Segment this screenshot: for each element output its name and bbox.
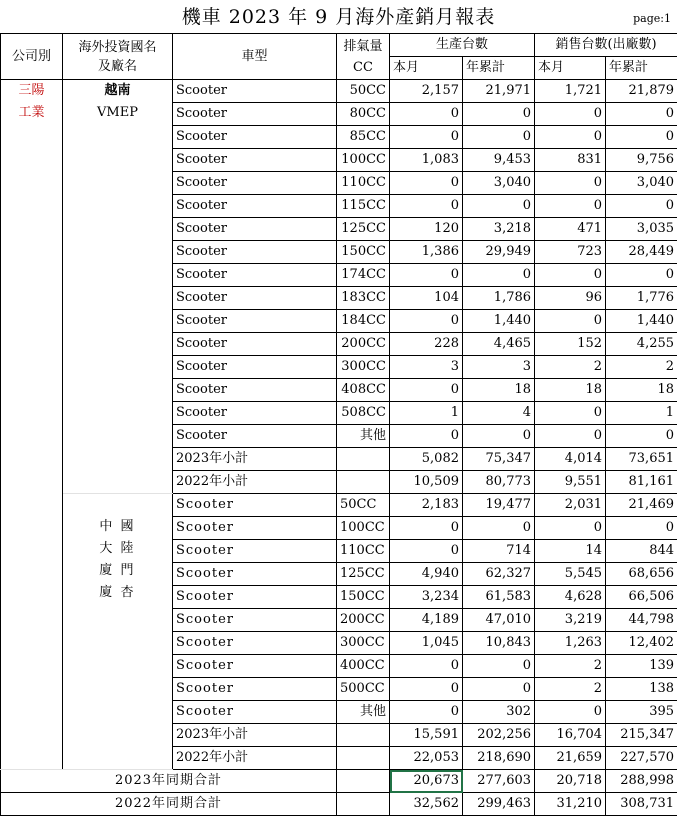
model-cell[interactable]: Scooter [173, 333, 337, 356]
model-cell[interactable]: Scooter [173, 609, 337, 632]
prod-ytd-cell[interactable]: 3,040 [463, 172, 535, 195]
company-name-line1: 三陽 [18, 83, 45, 98]
prod-month-cell[interactable]: 0 [390, 379, 463, 402]
header-displacement[interactable] [337, 34, 390, 80]
prod-month-cell[interactable]: 0 [390, 103, 463, 126]
model-cell[interactable]: Scooter [173, 218, 337, 241]
sale-month-cell[interactable]: 5,545 [535, 563, 606, 586]
subtotal-prod-month[interactable]: 5,082 [390, 448, 463, 471]
sale-month-cell[interactable]: 0 [535, 264, 606, 287]
displacement-cell[interactable]: 115CC [337, 195, 390, 218]
header-sale-month[interactable]: 本月 [535, 57, 606, 80]
subtotal-prod-ytd[interactable]: 80,773 [463, 471, 535, 494]
prod-month-cell[interactable]: 4,189 [390, 609, 463, 632]
displacement-cell[interactable]: 100CC [337, 149, 390, 172]
displacement-cell[interactable]: 150CC [337, 241, 390, 264]
sale-ytd-cell[interactable]: 68,656 [606, 563, 677, 586]
sale-ytd-cell[interactable]: 2 [606, 356, 677, 379]
prod-month-cell[interactable]: 104 [390, 287, 463, 310]
displacement-cell[interactable]: 184CC [337, 310, 390, 333]
subtotal-sale-month[interactable]: 16,704 [535, 724, 606, 747]
header-company[interactable]: 公司別 [1, 34, 63, 80]
prod-ytd-cell[interactable]: 29,949 [463, 241, 535, 264]
report-title: 機車 2023 年 9 月海外產銷月報表 [181, 6, 496, 28]
sale-month-cell[interactable]: 0 [535, 172, 606, 195]
prod-month-cell[interactable]: 1,083 [390, 149, 463, 172]
displacement-cell[interactable]: 110CC [337, 172, 390, 195]
header-prod-ytd[interactable]: 年累計 [463, 57, 535, 80]
grand-total-sale-ytd[interactable]: 308,731 [606, 793, 677, 816]
prod-month-cell[interactable]: 0 [390, 678, 463, 701]
sale-ytd-cell[interactable]: 18 [606, 379, 677, 402]
model-cell[interactable]: Scooter [173, 517, 337, 540]
china-location-l1: 中 國 [99, 519, 136, 534]
prod-ytd-cell[interactable]: 0 [463, 264, 535, 287]
factory-name: VMEP [97, 105, 138, 120]
prod-month-cell[interactable]: 0 [390, 655, 463, 678]
vietnam-location-cell[interactable] [63, 80, 173, 494]
subtotal-blank[interactable] [337, 724, 390, 747]
report-table [0, 33, 677, 816]
prod-ytd-cell[interactable]: 4,465 [463, 333, 535, 356]
model-cell[interactable]: Scooter [173, 103, 337, 126]
displacement-cell[interactable]: 508CC [337, 402, 390, 425]
displacement-cell[interactable]: 其他 [337, 425, 390, 448]
subtotal-prod-month[interactable]: 15,591 [390, 724, 463, 747]
subtotal-prod-ytd[interactable]: 75,347 [463, 448, 535, 471]
sale-month-cell[interactable]: 0 [535, 310, 606, 333]
subtotal-prod-ytd[interactable]: 202,256 [463, 724, 535, 747]
displacement-cell[interactable]: 200CC [337, 609, 390, 632]
sale-ytd-cell[interactable]: 3,035 [606, 218, 677, 241]
header-displacement-line1: 排氣量 [343, 38, 383, 54]
china-location-l2: 大 陸 [99, 541, 136, 556]
displacement-cell[interactable]: 300CC [337, 632, 390, 655]
prod-ytd-cell[interactable]: 302 [463, 701, 535, 724]
displacement-cell[interactable]: 125CC [337, 218, 390, 241]
displacement-cell[interactable]: 200CC [337, 333, 390, 356]
sale-month-cell[interactable]: 2,031 [535, 494, 606, 517]
sale-month-cell[interactable]: 0 [535, 126, 606, 149]
grand-total-prod-month[interactable]: 32,562 [390, 793, 463, 816]
table-row [1, 80, 677, 103]
sale-ytd-cell[interactable]: 0 [606, 103, 677, 126]
sale-ytd-cell[interactable]: 21,469 [606, 494, 677, 517]
china-location-l4: 廈 杏 [99, 585, 136, 600]
prod-month-cell[interactable]: 3 [390, 356, 463, 379]
sale-month-cell[interactable]: 1,721 [535, 80, 606, 103]
prod-month-cell[interactable]: 2,157 [390, 80, 463, 103]
subtotal-sale-month[interactable]: 21,659 [535, 747, 606, 770]
header-prod-month[interactable]: 本月 [390, 57, 463, 80]
model-cell[interactable]: Scooter [173, 632, 337, 655]
model-cell[interactable]: Scooter [173, 678, 337, 701]
sale-ytd-cell[interactable]: 0 [606, 517, 677, 540]
model-cell[interactable]: Scooter [173, 310, 337, 333]
sale-ytd-cell[interactable]: 844 [606, 540, 677, 563]
company-cell[interactable] [1, 80, 63, 770]
prod-month-cell[interactable]: 0 [390, 172, 463, 195]
model-cell[interactable]: Scooter [173, 264, 337, 287]
sale-ytd-cell[interactable]: 66,506 [606, 586, 677, 609]
header-sales[interactable]: 銷售台數(出廠數) [535, 34, 677, 57]
subtotal-sale-month[interactable]: 4,014 [535, 448, 606, 471]
prod-ytd-cell[interactable]: 10,843 [463, 632, 535, 655]
header-country[interactable] [63, 34, 173, 80]
model-cell[interactable]: Scooter [173, 287, 337, 310]
displacement-cell[interactable]: 408CC [337, 379, 390, 402]
header-model[interactable]: 車型 [173, 34, 337, 80]
header-row-1 [1, 34, 677, 57]
sale-ytd-cell[interactable]: 0 [606, 264, 677, 287]
model-cell[interactable]: Scooter [173, 425, 337, 448]
grand-total-row [1, 770, 677, 793]
prod-ytd-cell[interactable]: 61,583 [463, 586, 535, 609]
subtotal-sale-ytd[interactable]: 215,347 [606, 724, 677, 747]
sale-month-cell[interactable]: 723 [535, 241, 606, 264]
grand-total-prod-ytd[interactable]: 277,603 [463, 770, 535, 793]
prod-ytd-cell[interactable]: 47,010 [463, 609, 535, 632]
sale-month-cell[interactable]: 0 [535, 195, 606, 218]
model-cell[interactable]: Scooter [173, 195, 337, 218]
grand-total-sale-month[interactable]: 31,210 [535, 793, 606, 816]
prod-month-cell[interactable]: 228 [390, 333, 463, 356]
header-production[interactable]: 生產台數 [390, 34, 535, 57]
subtotal-blank[interactable] [337, 747, 390, 770]
prod-ytd-cell[interactable]: 0 [463, 678, 535, 701]
prod-ytd-cell[interactable]: 1,786 [463, 287, 535, 310]
model-cell[interactable]: Scooter [173, 494, 337, 517]
model-cell[interactable]: Scooter [173, 172, 337, 195]
prod-ytd-cell[interactable]: 3 [463, 356, 535, 379]
prod-month-cell[interactable]: 0 [390, 517, 463, 540]
model-cell[interactable]: Scooter [173, 701, 337, 724]
sale-ytd-cell[interactable]: 395 [606, 701, 677, 724]
displacement-cell[interactable]: 80CC [337, 103, 390, 126]
sale-ytd-cell[interactable]: 9,756 [606, 149, 677, 172]
sale-ytd-cell[interactable]: 44,798 [606, 609, 677, 632]
header-country-line1: 海外投資國名 [78, 39, 157, 55]
prod-month-cell[interactable]: 0 [390, 310, 463, 333]
prod-ytd-cell[interactable]: 714 [463, 540, 535, 563]
model-cell[interactable]: Scooter [173, 379, 337, 402]
sale-month-cell[interactable]: 2 [535, 655, 606, 678]
grand-total-sale-ytd[interactable]: 288,998 [606, 770, 677, 793]
prod-month-cell[interactable]: 0 [390, 701, 463, 724]
prod-month-cell[interactable]: 0 [390, 126, 463, 149]
sale-month-cell[interactable]: 471 [535, 218, 606, 241]
sale-ytd-cell[interactable]: 3,040 [606, 172, 677, 195]
displacement-cell[interactable]: 183CC [337, 287, 390, 310]
sale-month-cell[interactable]: 4,628 [535, 586, 606, 609]
subtotal-label[interactable]: 2023年小計 [173, 448, 337, 471]
sale-ytd-cell[interactable]: 1,776 [606, 287, 677, 310]
sale-month-cell[interactable]: 2 [535, 678, 606, 701]
header-country-line2: 及廠名 [97, 58, 137, 74]
header-displacement-line2: CC [353, 59, 373, 75]
sale-ytd-cell[interactable]: 0 [606, 195, 677, 218]
table-row [1, 494, 677, 517]
prod-ytd-cell[interactable]: 62,327 [463, 563, 535, 586]
sale-month-cell[interactable]: 2 [535, 356, 606, 379]
grand-total-sale-month[interactable]: 20,718 [535, 770, 606, 793]
grand-total-label[interactable]: 2022年同期合計 [1, 793, 337, 816]
sale-ytd-cell[interactable]: 4,255 [606, 333, 677, 356]
model-cell[interactable]: Scooter [173, 402, 337, 425]
prod-ytd-cell[interactable]: 0 [463, 517, 535, 540]
subtotal-sale-month[interactable]: 9,551 [535, 471, 606, 494]
prod-ytd-cell[interactable]: 18 [463, 379, 535, 402]
prod-month-cell[interactable]: 0 [390, 195, 463, 218]
sale-month-cell[interactable]: 831 [535, 149, 606, 172]
subtotal-label[interactable]: 2022年小計 [173, 747, 337, 770]
sale-month-cell[interactable]: 0 [535, 425, 606, 448]
displacement-cell[interactable]: 110CC [337, 540, 390, 563]
sale-month-cell[interactable]: 1,263 [535, 632, 606, 655]
country-name: 越南 [104, 83, 131, 98]
prod-month-cell[interactable]: 1,045 [390, 632, 463, 655]
grand-total-row [1, 793, 677, 816]
displacement-cell[interactable]: 400CC [337, 655, 390, 678]
model-cell[interactable]: Scooter [173, 655, 337, 678]
sale-month-cell[interactable]: 0 [535, 103, 606, 126]
displacement-cell[interactable]: 500CC [337, 678, 390, 701]
subtotal-prod-month[interactable]: 10,509 [390, 471, 463, 494]
company-name-line2: 工業 [18, 105, 45, 120]
subtotal-blank[interactable] [337, 448, 390, 471]
prod-ytd-cell[interactable]: 0 [463, 103, 535, 126]
sale-month-cell[interactable]: 14 [535, 540, 606, 563]
prod-month-cell[interactable]: 0 [390, 264, 463, 287]
subtotal-label[interactable]: 2022年小計 [173, 471, 337, 494]
subtotal-blank[interactable] [337, 471, 390, 494]
sale-ytd-cell[interactable]: 28,449 [606, 241, 677, 264]
model-cell[interactable]: Scooter [173, 149, 337, 172]
model-cell[interactable]: Scooter [173, 586, 337, 609]
sale-month-cell[interactable]: 0 [535, 402, 606, 425]
grand-total-label[interactable]: 2023年同期合計 [1, 770, 337, 793]
prod-month-cell[interactable]: 2,183 [390, 494, 463, 517]
sale-month-cell[interactable]: 96 [535, 287, 606, 310]
model-cell[interactable]: Scooter [173, 540, 337, 563]
displacement-cell[interactable]: 100CC [337, 517, 390, 540]
prod-ytd-cell[interactable]: 1,440 [463, 310, 535, 333]
model-cell[interactable]: Scooter [173, 80, 337, 103]
model-cell[interactable]: Scooter [173, 241, 337, 264]
displacement-cell[interactable]: 其他 [337, 701, 390, 724]
prod-ytd-cell[interactable]: 21,971 [463, 80, 535, 103]
grand-total-prod-month[interactable]: 20,673 [390, 770, 463, 793]
sale-ytd-cell[interactable]: 0 [606, 126, 677, 149]
displacement-cell[interactable]: 150CC [337, 586, 390, 609]
prod-month-cell[interactable]: 0 [390, 540, 463, 563]
model-cell[interactable]: Scooter [173, 356, 337, 379]
subtotal-label[interactable]: 2023年小計 [173, 724, 337, 747]
sale-ytd-cell[interactable]: 12,402 [606, 632, 677, 655]
prod-ytd-cell[interactable]: 9,453 [463, 149, 535, 172]
prod-month-cell[interactable]: 1 [390, 402, 463, 425]
displacement-cell[interactable]: 50CC [337, 494, 390, 517]
model-cell[interactable]: Scooter [173, 563, 337, 586]
sale-month-cell[interactable]: 0 [535, 701, 606, 724]
sale-month-cell[interactable]: 18 [535, 379, 606, 402]
subtotal-prod-ytd[interactable]: 218,690 [463, 747, 535, 770]
sale-month-cell[interactable]: 3,219 [535, 609, 606, 632]
model-cell[interactable]: Scooter [173, 126, 337, 149]
sale-ytd-cell[interactable]: 1,440 [606, 310, 677, 333]
prod-month-cell[interactable]: 3,234 [390, 586, 463, 609]
sale-month-cell[interactable]: 152 [535, 333, 606, 356]
sale-ytd-cell[interactable]: 1 [606, 402, 677, 425]
subtotal-sale-ytd[interactable]: 73,651 [606, 448, 677, 471]
displacement-cell[interactable]: 85CC [337, 126, 390, 149]
sale-ytd-cell[interactable]: 21,879 [606, 80, 677, 103]
prod-month-cell[interactable]: 1,386 [390, 241, 463, 264]
prod-ytd-cell[interactable]: 0 [463, 195, 535, 218]
sale-ytd-cell[interactable]: 0 [606, 425, 677, 448]
subtotal-sale-ytd[interactable]: 227,570 [606, 747, 677, 770]
prod-ytd-cell[interactable]: 0 [463, 425, 535, 448]
prod-month-cell[interactable]: 4,940 [390, 563, 463, 586]
displacement-cell[interactable]: 174CC [337, 264, 390, 287]
grand-total-blank[interactable] [337, 793, 390, 816]
prod-ytd-cell[interactable]: 3,218 [463, 218, 535, 241]
subtotal-sale-ytd[interactable]: 81,161 [606, 471, 677, 494]
prod-ytd-cell[interactable]: 0 [463, 655, 535, 678]
sale-ytd-cell[interactable]: 139 [606, 655, 677, 678]
prod-ytd-cell[interactable]: 4 [463, 402, 535, 425]
page-number: page:1 [633, 12, 671, 25]
prod-month-cell[interactable]: 0 [390, 425, 463, 448]
prod-ytd-cell[interactable]: 0 [463, 126, 535, 149]
sale-month-cell[interactable]: 0 [535, 517, 606, 540]
grand-total-blank[interactable] [337, 770, 390, 793]
displacement-cell[interactable]: 300CC [337, 356, 390, 379]
displacement-cell[interactable]: 50CC [337, 80, 390, 103]
sale-ytd-cell[interactable]: 138 [606, 678, 677, 701]
china-location-l3: 廈 門 [99, 563, 136, 578]
prod-ytd-cell[interactable]: 19,477 [463, 494, 535, 517]
header-sale-ytd[interactable]: 年累計 [606, 57, 677, 80]
prod-month-cell[interactable]: 120 [390, 218, 463, 241]
subtotal-prod-month[interactable]: 22,053 [390, 747, 463, 770]
grand-total-prod-ytd[interactable]: 299,463 [463, 793, 535, 816]
displacement-cell[interactable]: 125CC [337, 563, 390, 586]
china-location-cell[interactable] [63, 494, 173, 770]
